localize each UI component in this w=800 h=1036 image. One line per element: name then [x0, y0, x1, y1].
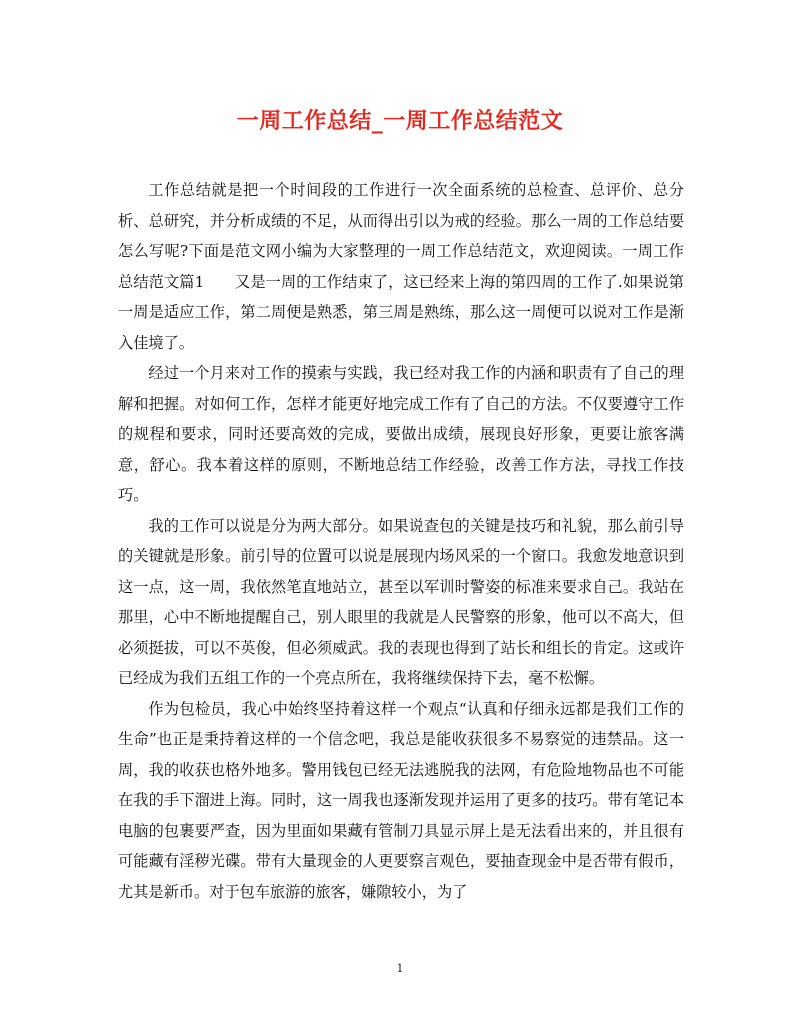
paragraph-intro: 工作总结就是把一个时间段的工作进行一次全面系统的总检查、总评价、总分析、总研究，并分析成绩的不足，从而得出引以为戒的经验。那么一周的工作总结要怎么写呢?下面是范文网小编为大家整理的一周工作总结范文，欢迎阅读。一周工作总结范文篇1 又是一周的工作结束了，这已经来上海的第四周的工作了.如果说第一周是适应工作，第二周便是熟悉，第三周是熟练，那么这一周便可以说对工作是渐入佳境了。	[118, 181, 684, 352]
paragraph-experience: 经过一个月来对工作的摸索与实践，我已经对我工作的内涵和职责有了自己的理解和把握。对如何工作，怎样才能更好地完成工作有了自己的方法。不仅要遵守工作的规程和要求，同时还要高效的完成，要做出成绩，展现良好形象，更要让旅客满意，舒心。我本着这样的原则，不断地总结工作经验，改善工作方法，寻找工作技巧。	[118, 364, 684, 504]
paragraph-two-parts: 我的工作可以说是分为两大部分。如果说查包的关键是技巧和礼貌，那么前引导的关键就是形象。前引导的位置可以说是展现内场风采的一个窗口。我愈发地意识到这一点，这一周，我依然笔直地站立，甚至以军训时警姿的标准来要求自己。我站在那里，心中不断地提醒自己，别人眼里的我就是人民警察的形象，他可以不高大，但必须挺拔，可以不英俊，但必须威武。我的表现也得到了站长和组长的肯定。这或许已经成为我们五组工作的一个亮点所在，我将继续保持下去，毫不松懈。	[118, 516, 684, 687]
document-body	[118, 175, 684, 907]
document-title: 一周工作总结_一周工作总结范文	[236, 108, 564, 134]
page-number: 1	[396, 962, 404, 975]
paragraph-inspector: 作为包检员，我心中始终坚持着这样一个观点“认真和仔细永远都是我们工作的生命”也正是秉持着这样的一个信念吧，我总是能收获很多不易察觉的违禁品。这一周，我的收获也格外地多。警用钱包已经无法逃脱我的法网，有危险地物品也不可能在我的手下溜进上海。同时，这一周我也逐渐发现并运用了更多的技巧。带有笔记本电脑的包裹要严查，因为里面如果藏有管制刀具显示屏上是无法看出来的，并且很有可能藏有淫秽光碟。带有大量现金的人更要察言观色，要抽查现金中是否带有假币，尤其是新币。对于包车旅游的旅客，嫌隙较小，为了	[118, 699, 684, 901]
